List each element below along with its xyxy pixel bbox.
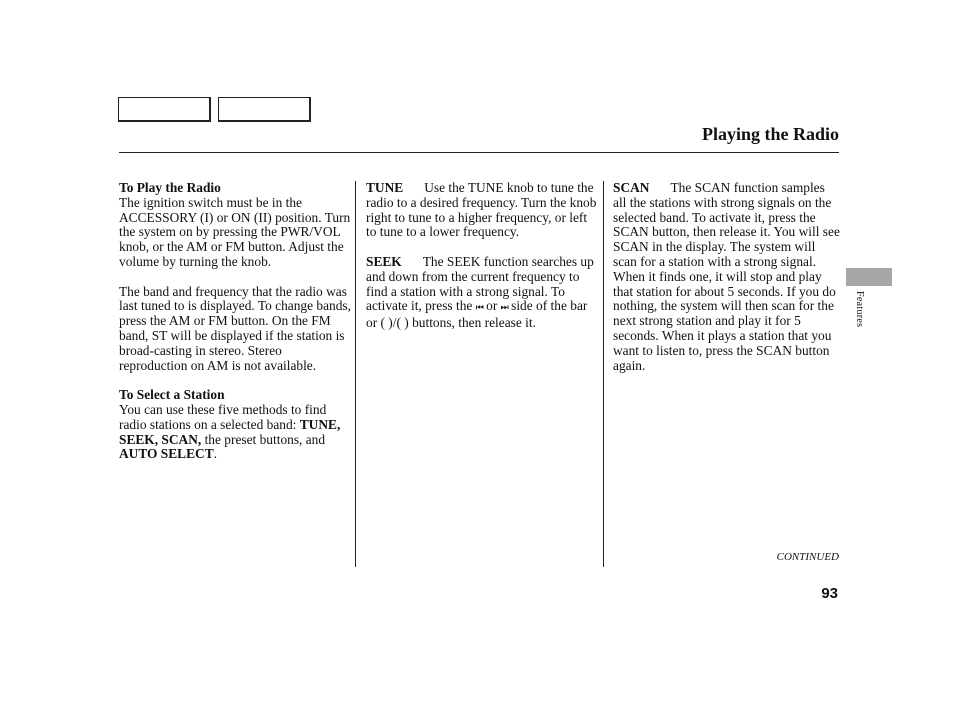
paragraph-tune (366, 181, 598, 240)
page-number: 93 (821, 585, 838, 602)
paragraph-band-frequency: The band and frequency that the radio was last tuned to is displayed. To change bands, press the AM or FM button. On the FM band, ST will be displayed if the station is broad-casting in stereo. Stereo reproduction on AM is not available. (119, 283, 351, 373)
seek-description-b: or (482, 298, 501, 314)
seek-description-c: side of the bar or ( )/( ) buttons, then release it. (366, 298, 588, 331)
methods-text-e: . (213, 446, 217, 462)
section-side-tab[interactable] (846, 268, 892, 286)
paragraph-ignition: The ignition switch must be in the ACCESSORY (I) or ON (II) position. Turn the system on by pressing the PWR/VOL knob, or the AM or FM button. Adjust the volume by turning the knob. (119, 194, 351, 269)
skip-back-icon: ⏮ (475, 303, 483, 314)
nav-tab-box-2[interactable] (218, 97, 311, 122)
section-heading-play-radio: To Play the Radio (119, 180, 221, 195)
column-3 (613, 181, 841, 373)
skip-forward-icon: ⏭ (500, 303, 508, 314)
methods-bold-auto-select: AUTO SELECT (119, 446, 214, 462)
header-rule (119, 152, 839, 153)
section-side-label: Features (854, 291, 865, 328)
methods-bold-tune-seek-scan: TUNE, SEEK, SCAN, (119, 416, 341, 447)
paragraph-scan (613, 181, 841, 373)
column-1 (119, 181, 351, 462)
column-2 (366, 181, 598, 331)
scan-description: The SCAN function samples all the stations with strong signals on the selected band. To activate it, press the SCAN button, then release it. You will see SCAN in the display. The system will scan for a station with a strong signal. When it finds one, it will stop and play that station for about 5 seconds. If you do nothing, the system will then scan for the next strong station and play it for 5 seconds. When it plays a station that you want to listen to, press the SCAN button again. (613, 180, 840, 373)
term-scan: SCAN (613, 180, 650, 195)
term-seek: SEEK (366, 253, 402, 269)
column-divider-2 (603, 181, 604, 567)
seek-description-a: The SEEK function searches up and down from the current frequency to find a station with a strong signal. To activate it, press the (366, 253, 594, 314)
continued-label: CONTINUED (776, 551, 839, 563)
column-divider-1 (355, 181, 356, 567)
tune-description: Use the TUNE knob to tune the radio to a desired frequency. Turn the knob right to tune to a higher frequency, or left to tune to a lower frequency. (366, 180, 597, 240)
term-tune: TUNE (366, 180, 404, 195)
paragraph-seek (366, 255, 598, 331)
page-title: Playing the Radio (701, 124, 839, 144)
paragraph-methods (119, 403, 351, 462)
methods-text-c: the preset buttons, and (201, 431, 326, 447)
section-heading-select-station: To Select a Station (119, 387, 225, 403)
nav-tab-box-1[interactable] (118, 97, 211, 122)
methods-text-a: You can use these five methods to find radio stations on a selected band: (119, 401, 327, 432)
